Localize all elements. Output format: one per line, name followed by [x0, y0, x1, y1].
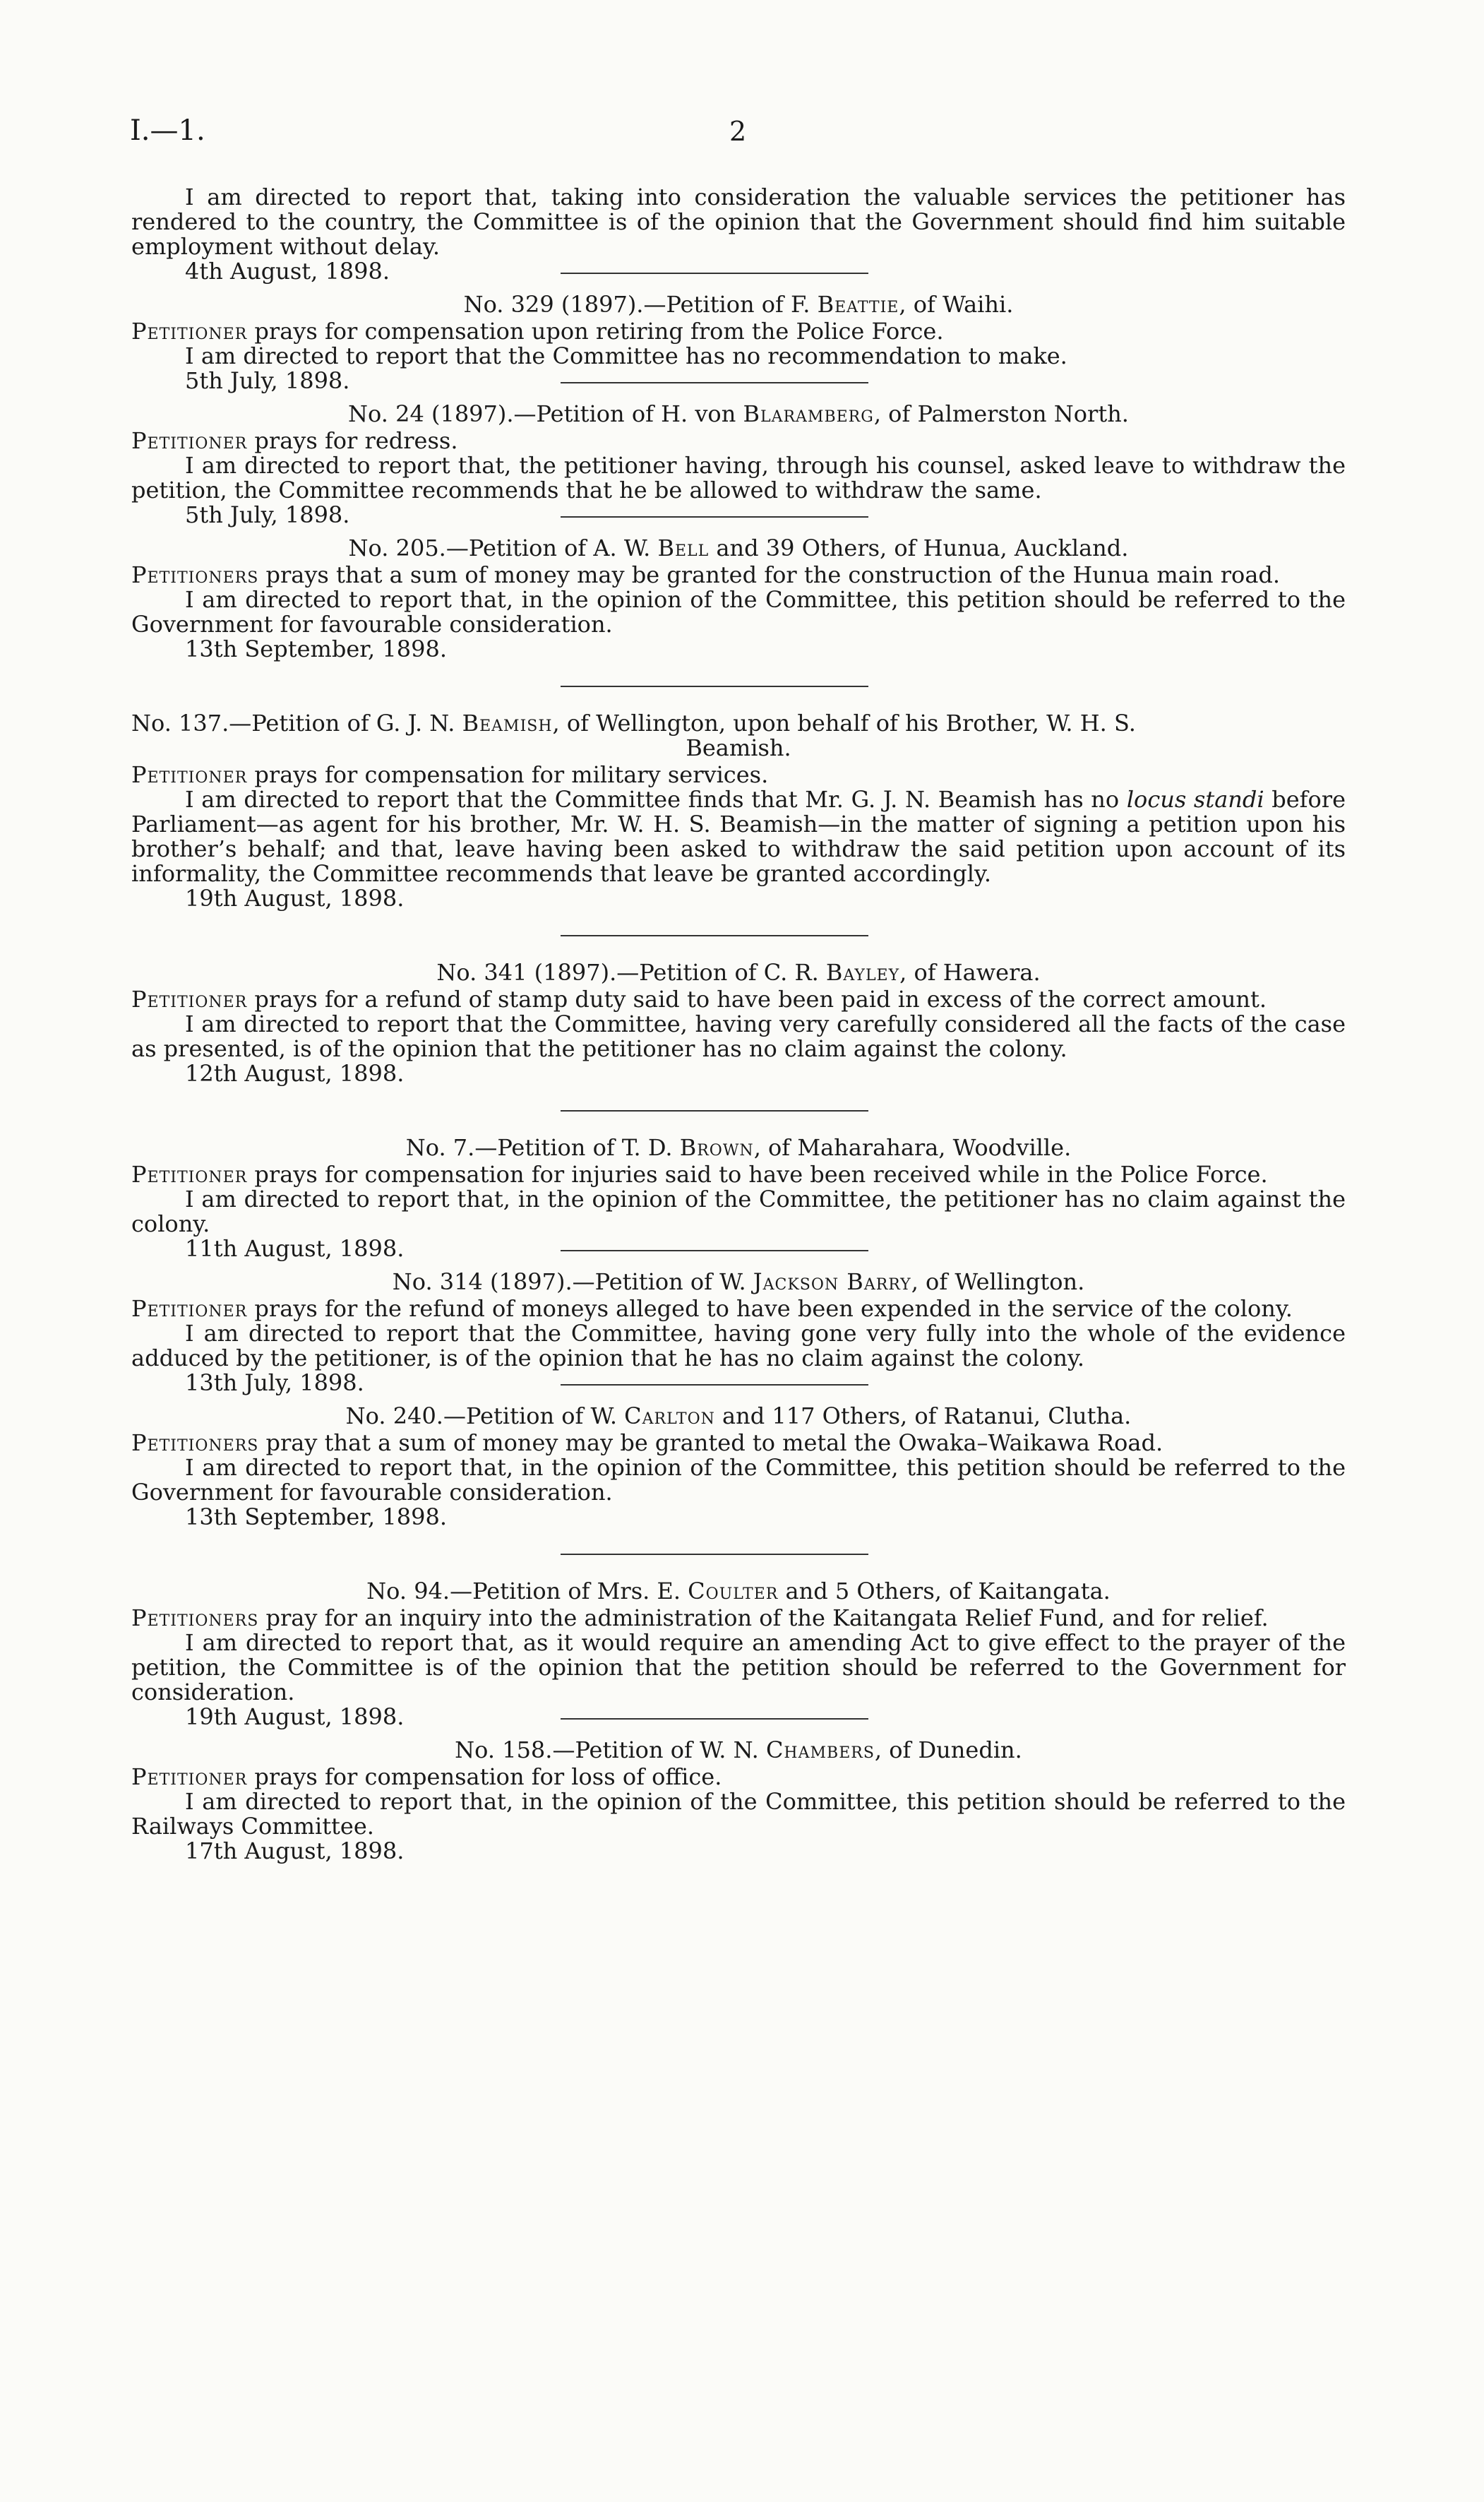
report-date: 13th September, 1898.: [185, 1503, 447, 1530]
report-paragraph: I am directed to report that, the petitioner having, through his counsel, asked leave to withdraw the petition, the Committee recommends that he be allowed to withdraw the same.: [131, 452, 1346, 504]
petitioner-name: Coulter: [688, 1578, 779, 1604]
page-number: 2: [729, 116, 747, 147]
petitioner-name: Bayley: [825, 959, 900, 986]
petition-heading: No. 314 (1897).—Petition of W. Jackson Barry, of Wellington.: [392, 1268, 1085, 1295]
report-paragraph: I am directed to report that the Committee finds that Mr. G. J. N. Beamish has no locus standi before Parliament—as agent for his brother, Mr. W. H. S. Beamish—in the matter of signing a petition upon his brother’s behalf; and that, leave having been asked to withdraw the said petition upon account of its informality, the Committee recommends that leave be granted accordingly.: [131, 786, 1346, 887]
petition-heading: No. 341 (1897).—Petition of C. R. Bayley, of Hawera.: [436, 959, 1041, 986]
petition-prayer: Petitioner prays for compensation upon retiring from the Police Force.: [131, 318, 944, 345]
petition-prayer: Petitioners pray that a sum of money may be granted to metal the Owaka–Waikawa Road.: [131, 1429, 1163, 1456]
report-paragraph: I am directed to report that, in the opinion of the Committee, the petitioner has no claim against the colony.: [131, 1186, 1346, 1237]
petition-prayer: Petitioners prays that a sum of money may be granted for the construction of the Hunua main road.: [131, 561, 1281, 588]
report-date: 12th August, 1898.: [185, 1060, 405, 1087]
document-body: [131, 185, 1346, 1864]
petition-prayer: Petitioner prays for compensation for injuries said to have been received while in the Police Force.: [131, 1161, 1268, 1188]
petitioner-name: Bell: [657, 535, 710, 561]
report-date: 5th July, 1898.: [185, 501, 350, 528]
report-paragraph: I am directed to report that, taking into consideration the valuable services the petitioner has rendered to the country, the Committee is of the opinion that the Government should find him suitable employment without delay.: [131, 184, 1346, 260]
report-date: 13th July, 1898.: [185, 1369, 364, 1396]
petition-prayer: Petitioner prays for redress.: [131, 427, 458, 454]
petition-prayer: Petitioners pray for an inquiry into the administration of the Kaitangata Relief Fund, and for relief.: [131, 1604, 1269, 1631]
separator-rule: [561, 382, 868, 383]
petitioner-name: Carlton: [624, 1402, 715, 1429]
separator-rule: [561, 1554, 868, 1555]
separator-rule: [561, 935, 868, 936]
report-paragraph: I am directed to report that the Committee, having very carefully considered all the facts of the case as presented, is of the opinion that the petitioner has no claim against the colony.: [131, 1011, 1346, 1062]
separator-rule: [561, 686, 868, 687]
separator-rule: [561, 273, 868, 274]
petition-heading: No. 137.—Petition of G. J. N. Beamish, of Wellington, upon behalf of his Brother, W. H. S. Beamish.: [131, 710, 1136, 761]
petition-heading: No. 94.—Petition of Mrs. E. Coulter and 5 Others, of Kaitangata.: [366, 1578, 1111, 1604]
petition-heading: No. 158.—Petition of W. N. Chambers, of Dunedin.: [455, 1736, 1022, 1763]
report-date: 4th August, 1898.: [185, 258, 390, 285]
petition-prayer: Petitioner prays for a refund of stamp duty said to have been paid in excess of the correct amount.: [131, 986, 1267, 1013]
petition-heading: No. 205.—Petition of A. W. Bell and 39 Others, of Hunua, Auckland.: [348, 535, 1129, 561]
report-date: 5th July, 1898.: [185, 367, 350, 394]
report-paragraph: I am directed to report that, as it would require an amending Act to give effect to the prayer of the petition, the Committee is of the opinion that the petition should be referred to the Government for consideration.: [131, 1629, 1346, 1705]
petition-prayer: Petitioner prays for compensation for military services.: [131, 761, 769, 788]
report-date: 19th August, 1898.: [185, 885, 405, 912]
petitioner-name: Chambers: [765, 1736, 875, 1763]
report-paragraph: I am directed to report that, in the opinion of the Committee, this petition should be referred to the Government for favourable consideration.: [131, 1454, 1346, 1506]
petitioner-name: Jackson Barry: [753, 1268, 911, 1295]
report-paragraph: I am directed to report that, in the opinion of the Committee, this petition should be referred to the Railways Committee.: [131, 1788, 1346, 1840]
petition-heading: No. 240.—Petition of W. Carlton and 117 Others, of Ratanui, Clutha.: [345, 1402, 1132, 1429]
report-date: 13th September, 1898.: [185, 636, 447, 662]
separator-rule: [561, 516, 868, 518]
petitioner-name: Blaramberg: [743, 400, 874, 427]
petition-heading: No. 329 (1897).—Petition of F. Beattie, of Waihi.: [463, 291, 1014, 318]
report-paragraph: I am directed to report that, in the opinion of the Committee, this petition should be referred to the Government for favourable consideration.: [131, 586, 1346, 638]
separator-rule: [561, 1110, 868, 1112]
report-paragraph: I am directed to report that the Committee has no recommendation to make.: [185, 342, 1067, 369]
document-reference: I.—1.: [130, 114, 205, 147]
separator-rule: [561, 1384, 868, 1386]
report-date: 19th August, 1898.: [185, 1703, 405, 1730]
petition-prayer: Petitioner prays for compensation for loss of office.: [131, 1763, 722, 1790]
petitioner-name: Beattie: [817, 291, 899, 318]
separator-rule: [561, 1718, 868, 1720]
petition-heading: No. 24 (1897).—Petition of H. von Blaramberg, of Palmerston North.: [348, 400, 1129, 427]
report-date: 11th August, 1898.: [185, 1235, 405, 1262]
petition-heading: No. 7.—Petition of T. D. Brown, of Maharahara, Woodville.: [405, 1134, 1072, 1161]
report-paragraph: I am directed to report that the Committee, having gone very fully into the whole of the evidence adduced by the petitioner, is of the opinion that he has no claim against the colony.: [131, 1320, 1346, 1371]
petitioner-name: Brown: [679, 1134, 754, 1161]
report-date: 17th August, 1898.: [185, 1837, 405, 1864]
petitioner-name: Beamish: [462, 710, 553, 737]
petition-prayer: Petitioner prays for the refund of moneys alleged to have been expended in the service of the colony.: [131, 1295, 1293, 1322]
separator-rule: [561, 1250, 868, 1251]
